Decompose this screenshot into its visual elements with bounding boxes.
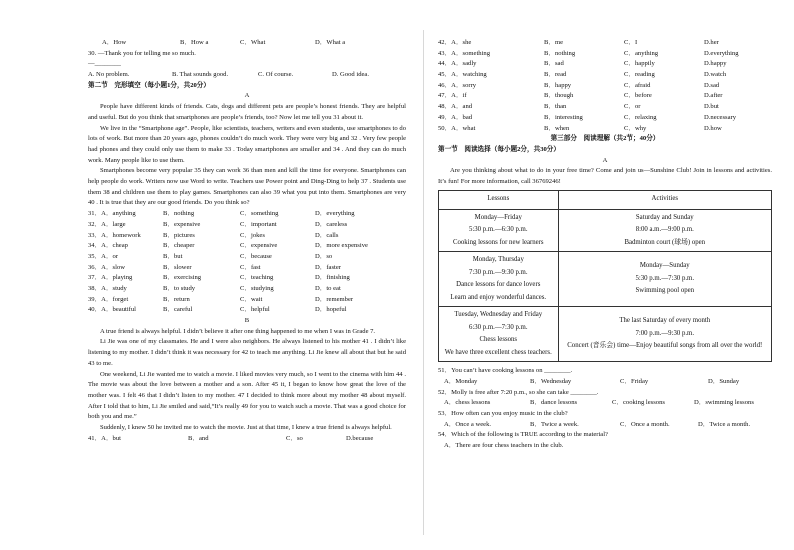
option: 46．A．sorry (438, 81, 477, 89)
option: B．Twice a week. (530, 420, 579, 428)
option: A．Monday (444, 377, 478, 385)
passage-a-label: A (602, 156, 608, 164)
option-row (438, 59, 772, 70)
option: 44．A．sadly (438, 60, 477, 68)
cell-line: 7:00 p.m.—9:30 p.m. (635, 329, 695, 337)
option: D．careless (315, 220, 348, 228)
option-row (438, 113, 772, 124)
option: C．Once a month. (620, 420, 670, 428)
option: C．I (624, 39, 638, 46)
cell-line: Tuesday, Wednesday and Friday (454, 311, 543, 319)
option: 49．A．bad (438, 113, 473, 121)
table-cell (439, 209, 559, 252)
passage-a-options (88, 209, 406, 316)
table-row (439, 209, 772, 252)
q41-options (88, 434, 406, 445)
option: C．afraid (624, 81, 651, 89)
option: D．hopeful (315, 306, 347, 314)
passage-b-paragraph-2: Li Jie was one of my classmates. He and I were also neighbors. He always listened to his mother 41 . I didn’t like listening to my mother. I didn’t think it was necessary for 42 to teach me anything. Li Jie knew all about that but he said 43 to me. (88, 338, 406, 367)
q54-option-a: A．There are four chess teachers in the club. (444, 441, 564, 449)
option: 42．A．she (438, 39, 472, 46)
option: D．everything (315, 210, 355, 218)
option: C．why (624, 124, 647, 132)
option: 31．A．anything (88, 210, 136, 218)
option-row (88, 273, 406, 284)
part3-heading: 第三部分 阅读理解（共2节；40分） (550, 135, 660, 143)
option: B．How a (180, 39, 209, 46)
option-row (88, 252, 406, 263)
option: D.but (704, 103, 719, 111)
option: B．when (544, 124, 570, 132)
q30-options (88, 70, 406, 81)
option-row (88, 305, 406, 316)
option: D．more expensive (315, 242, 368, 250)
table-cell (558, 209, 771, 252)
cell-line: Badminton court (球场) open (624, 238, 706, 246)
option: 43．A．something (438, 49, 491, 57)
option: D.everything (704, 49, 739, 57)
passage-b-paragraph-1: A true friend is always helpful. I didn’t believe it after one thing happened to me when I was in Grade 7. (100, 327, 376, 335)
option: 40．A．beautiful (88, 306, 136, 314)
option-row (438, 91, 772, 102)
option-row (88, 295, 406, 306)
option-row (88, 263, 406, 274)
option: B．happy (544, 81, 572, 89)
option: B．and (188, 434, 209, 442)
option: 35．A．or (88, 252, 119, 260)
table-row (439, 307, 772, 362)
option: D．Sunday (708, 377, 740, 385)
option: D．What a (315, 39, 346, 46)
option: B．exercising (163, 274, 202, 282)
option: D.watch (704, 71, 727, 79)
option: D.because (346, 434, 374, 442)
passage-a-paragraph-1: People have different kinds of friends. Cats, dogs and different pets are people’s honest friends. They are helpful and useful. But do you think that smartphones are people’s friends, too? Now let me tell you 31 about it. (88, 103, 406, 121)
q51-options (438, 377, 772, 388)
cell-line: The last Saturday of every month (619, 317, 711, 325)
option: D.sad (704, 81, 720, 89)
option: B．cheaper (163, 242, 195, 250)
option: D．faster (315, 263, 341, 271)
option: D.necessary (704, 113, 737, 121)
option-row (88, 231, 406, 242)
cell-line: Chess lessons (479, 336, 518, 344)
passage-b-label: B (244, 317, 250, 325)
option: C．expensive (240, 242, 278, 250)
table-header: Activities (558, 190, 771, 209)
option: D．to eat (315, 284, 341, 292)
option-row (88, 284, 406, 295)
option: B. That sounds good. (172, 71, 229, 79)
option: C．fast (240, 263, 261, 271)
table-row (439, 252, 772, 307)
option: 36．A．slow (88, 263, 125, 271)
option: C．happily (624, 60, 655, 68)
option: D．so (315, 252, 333, 260)
option: 37．A．playing (88, 274, 133, 282)
q30-question: 30. —Thank you for telling me so much. (88, 49, 196, 57)
option: B．read (544, 71, 567, 79)
cell-line: Learn and enjoy wonderful dances. (450, 293, 547, 301)
cell-line: Concert (音乐会) time—Enjoy beautiful songs from all over the world! (567, 342, 763, 350)
table-header: Lessons (439, 190, 559, 209)
option: C．Friday (620, 377, 649, 385)
q52-options (438, 398, 772, 409)
passage-b-paragraph-3: One weekend, Li Jie wanted me to watch a movie. I liked movies very much, so I went to the cinema with him 44 . The movie was about the love between a mother and a son. After 45 it, I began to know how great the love of the mother was. I felt 46 that I didn’t listen to my mother. 47 I decided to think more about my mother 48 about myself. After I told that to him, Li Jie smiled and said,“It’s really 49 for you to watch such a movie. That was a good choice for both you and me.” (88, 370, 406, 421)
cell-line: 6:30 p.m.—7:30 p.m. (469, 323, 528, 331)
q52-question: 52．Molly is free after 7:20 p.m., so she can take ________. (438, 388, 599, 396)
option: B．expensive (163, 220, 201, 228)
cell-line: We have three excellent chess teachers. (444, 348, 552, 356)
cell-line: Swimming pool open (635, 287, 695, 295)
option: D.how (704, 124, 722, 132)
option: D.happy (704, 60, 727, 68)
option: 48．A．and (438, 103, 473, 111)
option: D．remember (315, 295, 354, 303)
option: C．so (286, 434, 303, 442)
table-cell (558, 252, 771, 307)
passage-a-paragraph-3: Smartphones become very popular 35 they can work 36 than men and kill the time for everyone. Smartphones can help people do work. Writers now use Word to write. Teachers use Power point and Ding-Ding to help 37 . Students use them 38 and children use them to play games. Smartphones can also 39 what you put into them. Smartphones are very 40 . It is true that they are our good friends. Do you think so? (88, 167, 406, 207)
q53-question: 53．How often can you enjoy music in the club? (438, 409, 568, 417)
option: C．studying (240, 284, 274, 292)
table-cell (439, 307, 559, 362)
cell-line: Monday—Sunday (639, 262, 690, 270)
cell-line: Monday—Friday (474, 213, 522, 221)
column-divider (423, 30, 424, 535)
cell-line: 8:00 a.m.—9:00 p.m. (635, 226, 694, 234)
option: 47．A．if (438, 92, 467, 100)
option: B．than (544, 103, 567, 111)
option: C．or (624, 103, 641, 111)
q51-question: 51．You can’t have cooking lessons on ________. (438, 367, 573, 375)
option: B．me (544, 39, 564, 46)
option: B．nothing (163, 210, 195, 218)
option: D.after (704, 92, 723, 100)
option-row (438, 70, 772, 81)
q54-question: 54．Which of the following is TRUE according to the material? (438, 431, 608, 439)
option: 33．A．homework (88, 231, 141, 239)
passage-b-paragraph-4: Suddenly, I knew 50 he invited me to watch the movie. Just at that time, I knew a true friend is always helpful. (100, 424, 392, 432)
option-row (88, 220, 406, 231)
table-header-row (439, 190, 772, 209)
option-row (438, 102, 772, 113)
option: C．relaxing (624, 113, 657, 121)
option: C．important (240, 220, 277, 228)
option: C．cooking lessons (612, 399, 665, 407)
club-intro: Are you thinking about what to do in your free time? Come and join us—Sunshine Club! Join in lessons and activities. It’s fun! For more information, call 36769246! (438, 167, 772, 185)
table-cell (439, 252, 559, 307)
option: B．return (163, 295, 190, 303)
passage-a-label: A (244, 92, 250, 100)
cell-line: 5:30 p.m.—7:30 p.m. (635, 274, 695, 282)
option: A．chess lessons (444, 399, 491, 407)
option: C．before (624, 92, 652, 100)
option: 34．A．cheap (88, 242, 128, 250)
option: 39．A．forget (88, 295, 129, 303)
option-row (438, 49, 772, 60)
option: C．teaching (240, 274, 274, 282)
passage-a-paragraph-2: We live in the “Smartphone age”. People, like scientists, teachers, writers and even students, use smartphones to do lots of work. But more than 20 years ago, phones couldn’t do much work. They were very big and 32 . Very few people had phones and they could only use them to make 33 . Today smartphones are smaller and 34 . And they can do much work. Many people like to use them. (88, 124, 406, 164)
option: C．something (240, 210, 279, 218)
option: D．finishing (315, 274, 350, 282)
q29-options (88, 38, 406, 49)
option: D．swimming lessons (694, 399, 754, 407)
option: B．careful (163, 306, 193, 314)
q53-options (438, 420, 772, 431)
option-row (438, 38, 772, 49)
option: B．Wednesday (530, 377, 572, 385)
option-row (88, 209, 406, 220)
option: D．calls (315, 231, 339, 239)
option: 45．A．watching (438, 71, 487, 79)
option: 32．A．large (88, 220, 126, 228)
option: B．nothing (544, 49, 576, 57)
option: C．reading (624, 71, 655, 79)
q42-50-options (438, 38, 772, 134)
option: C．helpful (240, 306, 270, 314)
option: C. Of course. (258, 71, 294, 79)
left-column (88, 38, 406, 444)
option: 38．A．study (88, 284, 127, 292)
option: C．anything (624, 49, 659, 57)
section1-heading: 第一节 阅读选择（每小题2分，共30分） (438, 145, 560, 153)
option: B．slower (163, 263, 192, 271)
option: A．How (102, 39, 127, 46)
cell-line: Dance lessons for dance lovers (456, 281, 541, 289)
cell-line: 7:30 p.m.—9:30 p.m. (469, 268, 528, 276)
option: B．sad (544, 60, 564, 68)
cell-line: Monday, Thursday (472, 256, 524, 264)
option: A. No problem. (88, 71, 130, 79)
option: D. Good idea. (332, 71, 369, 79)
option: B．to study (163, 284, 196, 292)
cell-line: 5:30 p.m.—6:30 p.m. (469, 226, 528, 234)
option: D.her (704, 39, 719, 46)
option: C．What (240, 39, 266, 46)
option: 50．A．what (438, 124, 476, 132)
option: C．wait (240, 295, 263, 303)
cell-line: Cooking lessons for new learners (452, 238, 544, 246)
activity-table (438, 190, 772, 363)
cell-line: Saturday and Sunday (635, 213, 694, 221)
option: B．pictures (163, 231, 195, 239)
option: 41．A．but (88, 434, 121, 442)
option: C．because (240, 252, 272, 260)
option-row (88, 241, 406, 252)
option: B．interesting (544, 113, 583, 121)
right-column (438, 38, 772, 452)
q30-blank: —________ (88, 60, 121, 68)
option: B．but (163, 252, 183, 260)
table-cell (558, 307, 771, 362)
option: C．jokes (240, 231, 265, 239)
option-row (438, 81, 772, 92)
option-row (438, 124, 772, 135)
section2-heading: 第二节 完形填空（每小题1分，共20分） (88, 81, 210, 89)
option: A．Once a week. (444, 420, 492, 428)
option: B．though (544, 92, 574, 100)
option: B．dance lessons (530, 399, 578, 407)
option: D．Twice a month. (698, 420, 751, 428)
